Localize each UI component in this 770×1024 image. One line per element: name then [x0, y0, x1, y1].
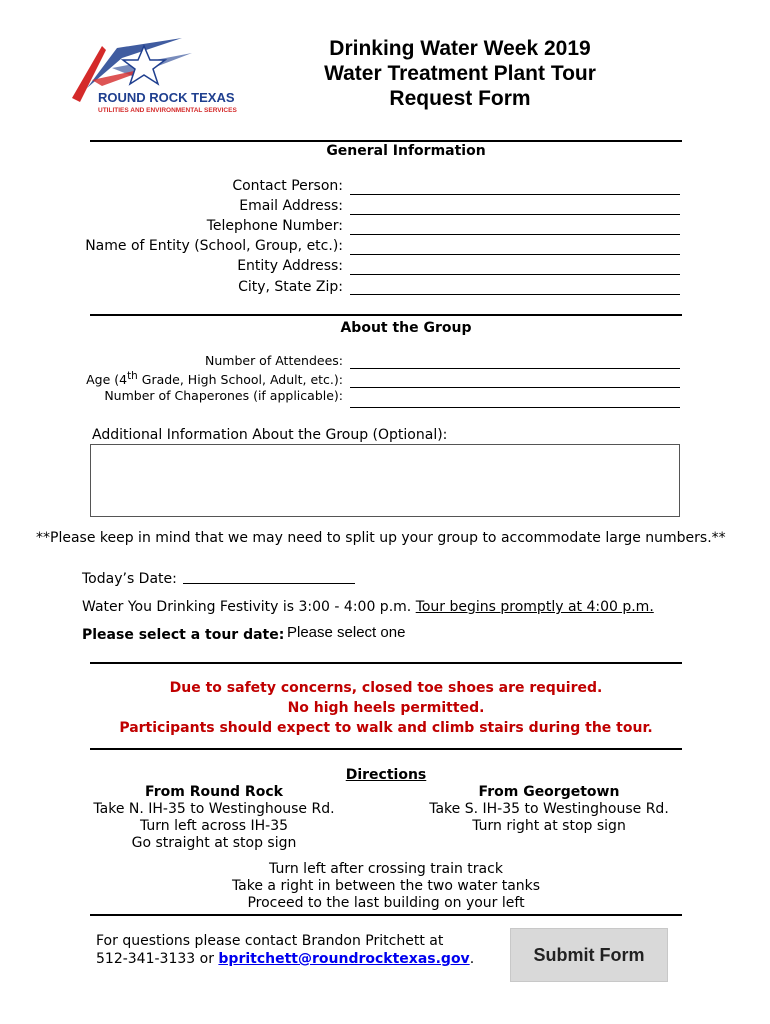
- direction-line: Proceed to the last building on your left: [247, 895, 525, 911]
- divider: [90, 662, 682, 664]
- tour-date-select[interactable]: Please select one: [287, 624, 406, 641]
- email-address-label: Email Address:: [239, 198, 343, 214]
- contact-person-field[interactable]: [350, 194, 680, 195]
- directions-common: [90, 861, 682, 912]
- directions-heading: Directions: [345, 767, 427, 783]
- divider: [90, 140, 682, 142]
- age-field[interactable]: [350, 387, 680, 388]
- round-rock-title: From Round Rock: [145, 784, 283, 800]
- divider: [90, 314, 682, 316]
- city-state-zip-label: City, State Zip:: [238, 279, 343, 295]
- contact-email-link[interactable]: bpritchett@roundrocktexas.gov: [218, 951, 470, 967]
- direction-line: Go straight at stop sign: [131, 835, 297, 851]
- page-title: [280, 36, 640, 111]
- safety-line-1: Due to safety concerns, closed toe shoes are required.: [169, 680, 603, 696]
- logo-name: ROUND ROCK TEXAS: [98, 90, 235, 105]
- email-address-field[interactable]: [350, 214, 680, 215]
- directions-georgetown: [418, 784, 680, 835]
- todays-date-field[interactable]: [183, 583, 355, 584]
- additional-info-textarea[interactable]: [90, 444, 680, 517]
- todays-date-label: Today’s Date:: [82, 571, 177, 587]
- chaperones-label: Number of Chaperones (if applicable):: [104, 388, 343, 403]
- general-info-heading: General Information: [326, 143, 486, 159]
- direction-line: Turn right at stop sign: [472, 818, 626, 834]
- direction-line: Take a right in between the two water tanks: [231, 878, 541, 894]
- entity-name-field[interactable]: [350, 254, 680, 255]
- direction-line: Turn left across IH-35: [139, 818, 289, 834]
- city-state-zip-field[interactable]: [350, 294, 680, 295]
- period: .: [469, 951, 475, 967]
- direction-line: Take N. IH-35 to Westinghouse Rd.: [93, 801, 335, 817]
- direction-line: Turn left after crossing train track: [269, 861, 503, 877]
- entity-address-label: Entity Address:: [237, 258, 343, 274]
- attendees-field[interactable]: [350, 368, 680, 369]
- contact-phone: 512-341-3133 or: [96, 951, 219, 967]
- directions-round-rock: [84, 784, 344, 852]
- submit-form-button[interactable]: Submit Form: [510, 928, 668, 982]
- safety-line-2: No high heels permitted.: [287, 700, 485, 716]
- title-line-3: Request Form: [389, 87, 531, 110]
- title-line-2: Water Treatment Plant Tour: [324, 62, 596, 85]
- direction-line: Take S. IH-35 to Westinghouse Rd.: [429, 801, 669, 817]
- entity-address-field[interactable]: [350, 274, 680, 275]
- divider: [90, 914, 682, 916]
- safety-line-3: Participants should expect to walk and climb stairs during the tour.: [119, 720, 653, 736]
- entity-name-label: Name of Entity (School, Group, etc.):: [85, 238, 343, 254]
- festivity-text: Water You Drinking Festivity is 3:00 - 4:00 p.m. Tour begins promptly at 4:00 p.m.: [82, 599, 654, 615]
- georgetown-title: From Georgetown: [478, 784, 620, 800]
- contact-info: [96, 932, 474, 968]
- logo: [62, 28, 252, 128]
- additional-info-label: Additional Information About the Group (Optional):: [92, 427, 448, 443]
- age-label: Age (4th Grade, High School, Adult, etc.):: [86, 370, 343, 388]
- divider: [90, 748, 682, 750]
- contact-line-1: For questions please contact Brandon Pritchett at: [96, 933, 444, 949]
- group-size-note: **Please keep in mind that we may need to split up your group to accommodate large numbers.**: [36, 530, 726, 546]
- about-group-heading: About the Group: [340, 320, 472, 336]
- attendees-label: Number of Attendees:: [205, 353, 343, 368]
- chaperones-field[interactable]: [350, 407, 680, 408]
- title-line-1: Drinking Water Week 2019: [329, 37, 591, 60]
- tour-date-label: Please select a tour date:: [82, 627, 285, 643]
- telephone-label: Telephone Number:: [206, 218, 343, 234]
- contact-person-label: Contact Person:: [232, 178, 343, 194]
- telephone-field[interactable]: [350, 234, 680, 235]
- logo-subtitle: UTILITIES AND ENVIRONMENTAL SERVICES: [98, 107, 237, 114]
